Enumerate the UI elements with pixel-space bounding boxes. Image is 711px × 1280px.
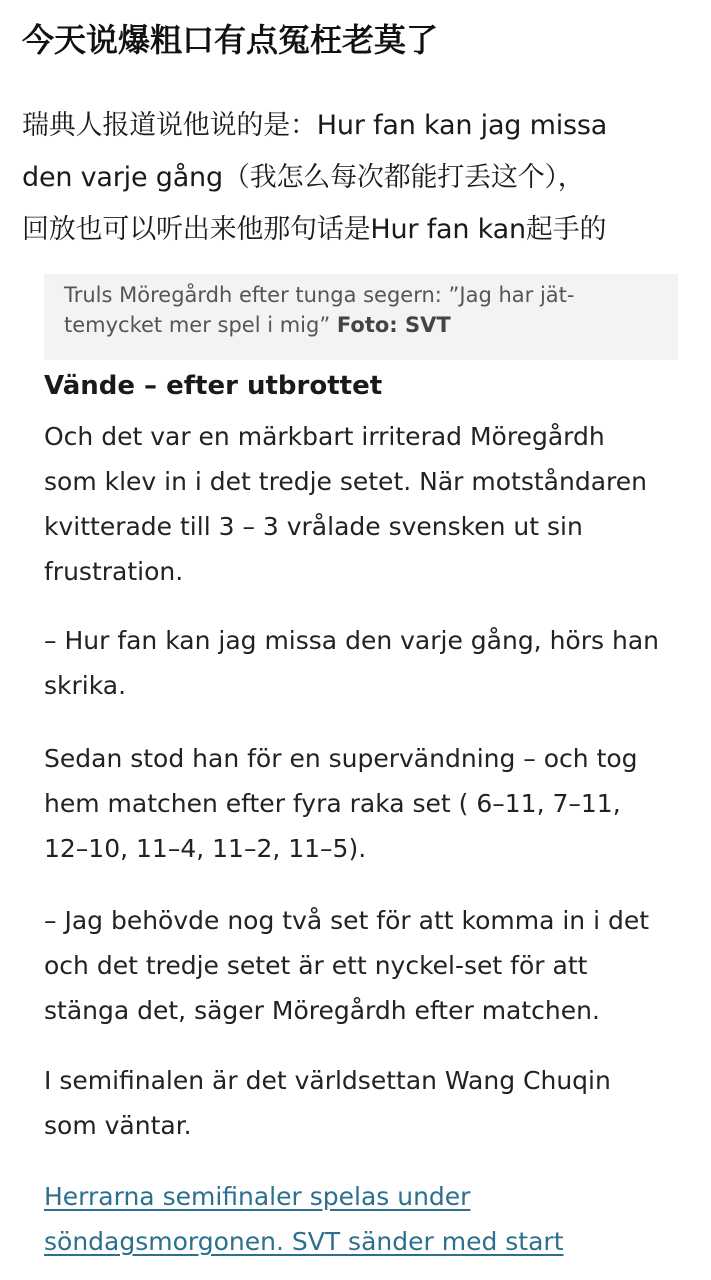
- paragraph-line: – Hur fan kan jag missa den varje gång, hörs han: [44, 626, 659, 655]
- paragraph-line: som klev in i det tredje setet. När motståndaren: [44, 467, 647, 496]
- article-paragraph: [44, 1058, 684, 1148]
- paragraph-line: Och det var en märkbart irriterad Möregårdh: [44, 422, 605, 451]
- article-paragraph: [44, 414, 684, 594]
- caption-line: Truls Möregårdh efter tunga segern: ”Jag har jät-: [64, 283, 575, 307]
- image-caption: [44, 274, 678, 360]
- link-line[interactable]: söndagsmorgonen. SVT sänder med start: [44, 1227, 564, 1256]
- caption-text: temycket mer spel i mig”: [64, 313, 331, 337]
- paragraph-line: och det tredje setet är ett nyckel-set för att: [44, 951, 588, 980]
- post-body-line: den varje gång（我怎么每次都能打丢这个），: [22, 162, 585, 193]
- article-screenshot: [44, 274, 684, 1264]
- article-paragraph: [44, 898, 684, 1033]
- broadcast-info-link[interactable]: [44, 1174, 684, 1264]
- paragraph-line: som väntar.: [44, 1111, 192, 1140]
- photo-credit: Foto: SVT: [336, 313, 451, 337]
- paragraph-line: Sedan stod han för en supervändning – och tog: [44, 744, 638, 773]
- paragraph-line: kvitterade till 3 – 3 vrålade svensken ut sin: [44, 512, 583, 541]
- paragraph-line: frustration.: [44, 557, 184, 586]
- post-body-line: 瑞典人报道说他说的是：Hur fan kan jag missa: [22, 110, 608, 141]
- paragraph-line: I semifinalen är det världsettan Wang Chuqin: [44, 1066, 611, 1095]
- post-body: [22, 100, 694, 256]
- paragraph-line: – Jag behövde nog två set för att komma in i det: [44, 906, 650, 935]
- caption-line: [64, 310, 666, 340]
- article-subheading: Vände – efter utbrottet: [44, 371, 383, 401]
- article-paragraph: [44, 736, 684, 871]
- article-paragraph: [44, 618, 684, 708]
- link-line[interactable]: Herrarna semifinaler spelas under: [44, 1182, 471, 1211]
- paragraph-line: 12–10, 11–4, 11–2, 11–5).: [44, 834, 367, 863]
- paragraph-line: hem matchen efter fyra raka set ( 6–11, 7–11,: [44, 789, 621, 818]
- paragraph-line: skrika.: [44, 671, 127, 700]
- post-title: 今天说爆粗口有点冤枉老莫了: [22, 21, 439, 59]
- paragraph-line: stänga det, säger Möregårdh efter matchen.: [44, 996, 600, 1025]
- post-body-line: 回放也可以听出来他那句话是Hur fan kan起手的: [22, 214, 607, 245]
